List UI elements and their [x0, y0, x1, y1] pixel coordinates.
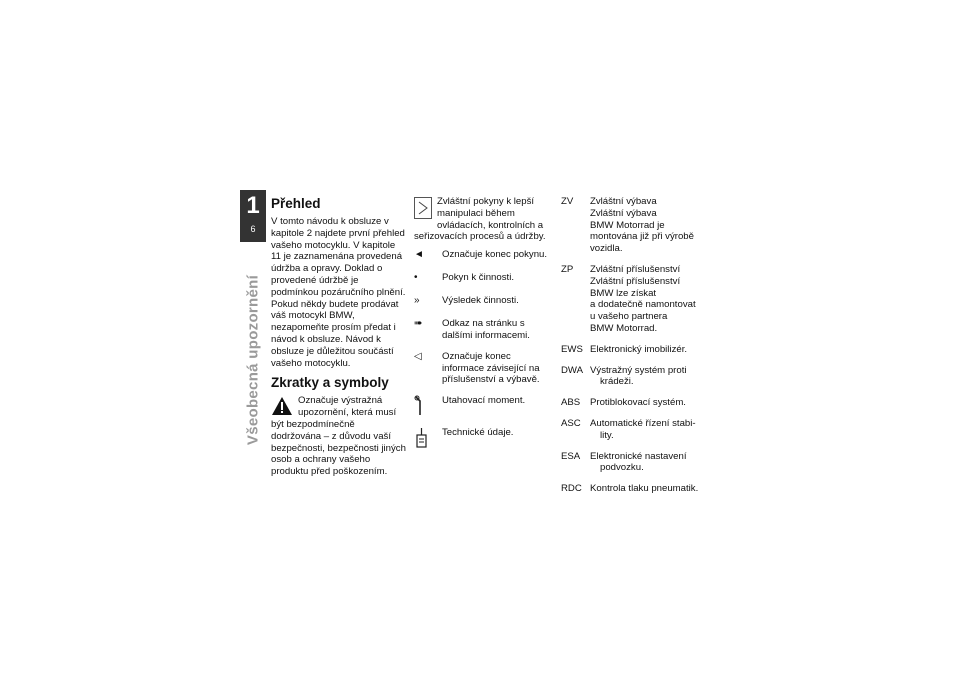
symbol-description: Technické údaje. [442, 426, 514, 438]
definition-line: a dodatečně namontovat [590, 299, 696, 311]
definition-line: Automatické řízení stabi- [590, 417, 696, 429]
abbreviation-entry [561, 418, 701, 442]
special-notes [414, 196, 550, 243]
definition-line: Výstražný systém proti [590, 364, 687, 376]
abbreviation-entry [561, 397, 701, 409]
abbreviation-key: RDC [561, 483, 582, 495]
chapter-number: 1 [246, 192, 260, 219]
abbreviation-entry [561, 196, 701, 255]
definition-line: Protiblokovací systém. [590, 397, 686, 409]
symbol-description: Výsledek činnosti. [442, 295, 519, 307]
symbol-item [414, 395, 550, 421]
abbreviation-key: EWS [561, 343, 583, 355]
definition-line: lity. [600, 429, 614, 441]
abbreviation-entry [561, 483, 701, 495]
symbol-description: Odkaz na stránku s dalšími informacemi. [442, 318, 530, 341]
abbreviation-definition [590, 397, 701, 409]
definition-line: Zvláštní výbava [590, 207, 657, 219]
overview-paragraph: V tomto návodu k obsluze v kapitole 2 najdete první přehled vašeho motocyklu. V kapitole 11 je zaznamenána provedená údržba a opravy. Doklad o provedené údržbě je podmínkou pozáručního plnění. [271, 216, 406, 298]
result-icon: » [414, 295, 420, 307]
abbreviation-key: ZV [561, 196, 574, 207]
symbol-item [414, 295, 550, 309]
symbol-description: Utahovací moment. [442, 395, 526, 407]
abbreviation-entry [561, 264, 701, 335]
abbreviations-column [561, 196, 701, 504]
symbol-item [414, 249, 550, 263]
overview-paragraph: Pokud někdy budete prodávat váš motocykl BMW, nezapomeňte prosím předat i návod k obsluze. Návod k obsluze je důležitou součástí vašeho motocyklu. [271, 298, 399, 369]
definition-line: Elektronický imobilizér. [590, 343, 688, 355]
warning-triangle-icon [271, 396, 293, 416]
abbreviation-key: ESA [561, 450, 581, 462]
abbreviation-key: DWA [561, 364, 584, 376]
symbol-description: Označuje konec pokynu. [442, 249, 548, 261]
abbreviation-key: ZP [561, 263, 574, 275]
definition-line: montována již při výrobě [590, 231, 694, 243]
symbol-item [414, 427, 550, 453]
instruction-bullet-icon: • [414, 272, 418, 284]
definition-line: BMW Motorrad. [590, 322, 658, 334]
definition-line: BMW Motorrad je [590, 219, 665, 231]
overview-column [271, 196, 407, 478]
special-note-icon [414, 197, 432, 219]
overview-heading: Přehled [271, 196, 321, 211]
technical-data-icon [414, 427, 430, 449]
definition-line: u vašeho partnera [590, 311, 668, 323]
abbreviation-entry [561, 365, 701, 389]
symbol-description: Označuje konec informace závisející na příslušenství a výbavě. [442, 350, 540, 386]
definition-line: vozidla. [590, 243, 623, 255]
symbol-item [414, 351, 550, 386]
definition-line: BMW lze získat [590, 287, 657, 299]
chapter-tab [240, 190, 266, 242]
abbreviation-key: ABS [561, 397, 581, 409]
abbreviation-definition [590, 483, 701, 495]
abbreviation-definition [590, 451, 701, 475]
abbreviation-entry [561, 344, 701, 356]
abbreviation-definition [590, 196, 701, 255]
definition-line: Zvláštní příslušenství [590, 275, 681, 287]
definition-line: Zvláštní výbava [590, 196, 657, 207]
special-notes-text: Zvláštní pokyny k lepší manipulaci během ovládacích, kontrolních a seřizovacích procesů a údržby. [414, 196, 546, 243]
definition-line: Kontrola tlaku pneumatik. [590, 483, 699, 495]
abbreviation-key: ASC [561, 417, 581, 429]
symbol-description: Pokyn k činnosti. [442, 272, 514, 284]
warning-text: Označuje výstražná upozornění, která musí být bezpodmínečně dodržována – z důvodu vaší bezpečnosti, bezpečnosti jiných osob a ochrany vašeho produktu před poškozením. [271, 395, 406, 478]
chapter-side-title: Všeobecná upozornění [244, 274, 262, 446]
end-of-instruction-icon: ◄ [414, 249, 424, 261]
abbreviation-definition [590, 365, 701, 389]
torque-wrench-icon [414, 395, 428, 417]
end-of-accessory-info-icon: ◁ [414, 350, 422, 362]
page-number: 6 [250, 224, 256, 234]
symbols-column [414, 196, 550, 453]
page-reference-icon: ➠ [414, 318, 423, 330]
abbreviation-definition [590, 344, 701, 356]
abbreviation-definition [590, 418, 701, 442]
symbols-heading: Zkratky a symboly [271, 375, 389, 391]
warning-note [271, 395, 407, 478]
definition-line: Zvláštní příslušenství [590, 263, 681, 275]
symbol-item [414, 318, 550, 342]
definition-line: krádeži. [600, 376, 634, 388]
definition-line: Elektronické nastavení [590, 450, 687, 462]
abbreviation-entry [561, 451, 701, 475]
abbreviation-definition [590, 264, 701, 335]
symbol-item [414, 272, 550, 286]
definition-line: podvozku. [600, 462, 644, 474]
